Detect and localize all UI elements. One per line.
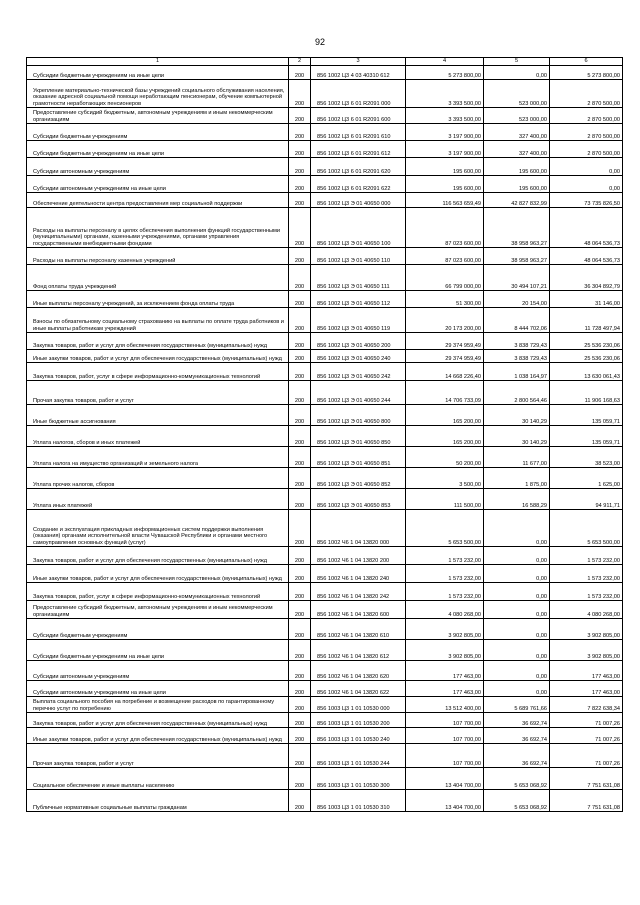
row-kbk: 856 1002 Ц3 6 01 R2091 600 — [311, 108, 406, 124]
row-name: Иные бюджетные ассигнования — [27, 405, 289, 426]
table-row — [27, 790, 623, 812]
row-amount-executed: 195 600,00 — [484, 176, 550, 193]
row-name: Субсидии автономным учреждениям — [27, 158, 289, 176]
table-row — [27, 158, 623, 176]
row-amount-executed: 0,00 — [484, 583, 550, 601]
row-code: 200 — [289, 681, 311, 697]
row-amount-remaining: 0,00 — [550, 176, 623, 193]
row-name: Закупка товаров, работ, услуг в сфере информационно-коммуникационных технологий — [27, 363, 289, 381]
row-amount-executed: 0,00 — [484, 547, 550, 565]
row-name: Уплата иных платежей — [27, 489, 289, 510]
row-amount-remaining: 25 536 230,06 — [550, 350, 623, 363]
row-kbk: 856 1002 Ц3 Э 01 40650 852 — [311, 468, 406, 489]
row-amount-executed: 0,00 — [484, 66, 550, 80]
row-amount-remaining: 7 751 631,08 — [550, 768, 623, 790]
table-row — [27, 333, 623, 350]
row-amount-approved: 111 500,00 — [406, 489, 484, 510]
row-amount-executed: 36 692,74 — [484, 744, 550, 768]
row-amount-executed: 30 140,29 — [484, 405, 550, 426]
row-amount-approved: 3 500,00 — [406, 468, 484, 489]
row-name: Субсидии автономным учреждениям на иные цели — [27, 681, 289, 697]
row-kbk: 856 1002 Ч6 1 04 13820 612 — [311, 640, 406, 661]
row-amount-approved: 87 023 600,00 — [406, 248, 484, 265]
row-name: Субсидии автономным учреждениям — [27, 661, 289, 681]
row-amount-executed: 42 827 832,99 — [484, 193, 550, 208]
row-amount-executed: 0,00 — [484, 510, 550, 547]
row-name: Обеспечение деятельности центра предоставления мер социальной поддержки — [27, 193, 289, 208]
row-name: Субсидии бюджетным учреждениям на иные цели — [27, 640, 289, 661]
table-row — [27, 489, 623, 510]
row-amount-approved: 87 023 600,00 — [406, 208, 484, 248]
row-kbk: 856 1003 Ц3 1 01 10530 240 — [311, 728, 406, 744]
row-amount-approved: 50 200,00 — [406, 447, 484, 468]
row-amount-executed: 5 653 068,92 — [484, 768, 550, 790]
row-kbk: 856 1003 Ц3 1 01 10530 200 — [311, 713, 406, 728]
row-amount-executed: 1 038 164,97 — [484, 363, 550, 381]
row-amount-approved: 195 600,00 — [406, 176, 484, 193]
row-amount-approved: 107 700,00 — [406, 713, 484, 728]
row-amount-approved: 3 902 805,00 — [406, 640, 484, 661]
row-name: Субсидии бюджетным учреждениям на иные цели — [27, 141, 289, 158]
row-amount-remaining: 4 080 268,00 — [550, 601, 623, 619]
row-code: 200 — [289, 728, 311, 744]
col-header-1: 1 — [27, 58, 289, 66]
row-amount-remaining: 177 463,00 — [550, 681, 623, 697]
row-amount-approved: 107 700,00 — [406, 728, 484, 744]
row-amount-remaining: 48 064 536,73 — [550, 208, 623, 248]
row-code: 200 — [289, 363, 311, 381]
row-name: Иные выплаты персоналу учреждений, за исключением фонда оплаты труда — [27, 291, 289, 308]
row-code: 200 — [289, 381, 311, 405]
table-row — [27, 547, 623, 565]
row-code: 200 — [289, 744, 311, 768]
row-amount-remaining: 3 902 805,00 — [550, 619, 623, 640]
row-name: Предоставление субсидий бюджетным, автономным учреждениям и иным некоммерческим организациям — [27, 108, 289, 124]
row-kbk: 856 1002 Ц3 Э 01 40650 119 — [311, 308, 406, 333]
row-kbk: 856 1002 Ч6 1 04 13820 200 — [311, 547, 406, 565]
row-name: Субсидии бюджетным учреждениям — [27, 619, 289, 640]
row-amount-approved: 165 200,00 — [406, 426, 484, 447]
row-kbk: 856 1002 Ц3 6 01 R2091 000 — [311, 80, 406, 108]
row-kbk: 856 1002 Ц3 6 01 R2091 612 — [311, 141, 406, 158]
row-amount-remaining: 11 728 497,94 — [550, 308, 623, 333]
row-code: 200 — [289, 108, 311, 124]
row-code: 200 — [289, 768, 311, 790]
table-row — [27, 640, 623, 661]
row-amount-remaining: 11 906 168,63 — [550, 381, 623, 405]
row-amount-approved: 14 668 226,40 — [406, 363, 484, 381]
table-row — [27, 426, 623, 447]
col-header-6: 6 — [550, 58, 623, 66]
row-code: 200 — [289, 640, 311, 661]
row-amount-remaining: 38 523,00 — [550, 447, 623, 468]
row-amount-executed: 327 400,00 — [484, 141, 550, 158]
row-code: 200 — [289, 713, 311, 728]
row-kbk: 856 1002 Ц3 Э 01 40650 100 — [311, 208, 406, 248]
row-amount-approved: 177 463,00 — [406, 661, 484, 681]
table-row — [27, 291, 623, 308]
table-row — [27, 248, 623, 265]
row-code: 200 — [289, 583, 311, 601]
row-amount-remaining: 94 911,71 — [550, 489, 623, 510]
table-row — [27, 308, 623, 333]
row-amount-approved: 66 799 000,00 — [406, 265, 484, 291]
row-code: 200 — [289, 510, 311, 547]
row-name: Уплата прочих налогов, сборов — [27, 468, 289, 489]
row-kbk: 856 1002 Ц3 Э 01 40650 850 — [311, 426, 406, 447]
row-kbk: 856 1002 Ц3 6 01 R2091 610 — [311, 124, 406, 141]
row-amount-executed: 523 000,00 — [484, 108, 550, 124]
row-code: 200 — [289, 468, 311, 489]
table-row — [27, 601, 623, 619]
row-name: Иные закупки товаров, работ и услуг для обеспечения государственных (муниципальных) нужд — [27, 728, 289, 744]
row-name: Субсидии бюджетным учреждениям на иные цели — [27, 66, 289, 80]
table-row — [27, 619, 623, 640]
row-code: 200 — [289, 265, 311, 291]
row-amount-approved: 13 404 700,00 — [406, 768, 484, 790]
row-code: 200 — [289, 405, 311, 426]
row-amount-remaining: 1 625,00 — [550, 468, 623, 489]
row-code: 200 — [289, 80, 311, 108]
row-amount-executed: 30 140,29 — [484, 426, 550, 447]
row-amount-approved: 3 393 500,00 — [406, 80, 484, 108]
row-kbk: 856 1002 Ц3 Э 01 40650 111 — [311, 265, 406, 291]
table-row — [27, 447, 623, 468]
row-amount-executed: 3 838 729,43 — [484, 350, 550, 363]
row-amount-remaining: 2 870 500,00 — [550, 80, 623, 108]
row-kbk: 856 1002 Ц3 Э 01 40650 853 — [311, 489, 406, 510]
row-kbk: 856 1002 Ц3 Э 01 40650 000 — [311, 193, 406, 208]
row-amount-remaining: 71 007,26 — [550, 728, 623, 744]
row-amount-approved: 51 300,00 — [406, 291, 484, 308]
row-name: Взносы по обязательному социальному страхованию на выплаты по оплате труда работников и иные выплаты работникам учреждений — [27, 308, 289, 333]
row-name: Закупка товаров, работ и услуг для обеспечения государственных (муниципальных) нужд — [27, 333, 289, 350]
row-code: 200 — [289, 565, 311, 583]
row-amount-remaining: 31 146,00 — [550, 291, 623, 308]
row-kbk: 856 1002 Ч6 1 04 13820 240 — [311, 565, 406, 583]
row-amount-executed: 38 958 963,27 — [484, 208, 550, 248]
row-amount-approved: 1 573 232,00 — [406, 583, 484, 601]
row-amount-executed: 327 400,00 — [484, 124, 550, 141]
row-amount-executed: 36 692,74 — [484, 728, 550, 744]
row-kbk: 856 1002 Ц3 Э 01 40650 240 — [311, 350, 406, 363]
row-name: Иные закупки товаров, работ и услуг для обеспечения государственных (муниципальных) нужд — [27, 565, 289, 583]
row-amount-approved: 177 463,00 — [406, 681, 484, 697]
row-kbk: 856 1002 Ц3 Э 01 40650 112 — [311, 291, 406, 308]
row-amount-approved: 1 573 232,00 — [406, 547, 484, 565]
row-amount-executed: 5 689 761,66 — [484, 697, 550, 713]
table-row — [27, 697, 623, 713]
row-name: Предоставление субсидий бюджетным, автономным учреждениям и иным некоммерческим организациям — [27, 601, 289, 619]
row-amount-remaining: 25 536 230,06 — [550, 333, 623, 350]
row-kbk: 856 1003 Ц3 1 01 10530 244 — [311, 744, 406, 768]
row-amount-executed: 0,00 — [484, 601, 550, 619]
row-amount-remaining: 7 751 631,08 — [550, 790, 623, 812]
row-code: 200 — [289, 350, 311, 363]
row-code: 200 — [289, 308, 311, 333]
table-row — [27, 768, 623, 790]
table-row — [27, 468, 623, 489]
row-amount-executed: 1 875,00 — [484, 468, 550, 489]
row-name: Публичные нормативные социальные выплаты гражданам — [27, 790, 289, 812]
row-name: Субсидии бюджетным учреждениям — [27, 124, 289, 141]
row-amount-remaining: 0,00 — [550, 158, 623, 176]
row-code: 200 — [289, 697, 311, 713]
row-kbk: 856 1002 Ц3 Э 01 40650 244 — [311, 381, 406, 405]
row-amount-remaining: 7 822 638,34 — [550, 697, 623, 713]
row-code: 200 — [289, 291, 311, 308]
row-amount-approved: 3 197 900,00 — [406, 141, 484, 158]
table-row — [27, 510, 623, 547]
budget-table — [26, 57, 623, 812]
row-amount-executed: 0,00 — [484, 681, 550, 697]
row-name: Создание и эксплуатация прикладных информационных систем поддержки выполнения (оказания) органами исполнительной власти Чувашской Республики и органами местного самоуправления основных функций (услуг) — [27, 510, 289, 547]
row-name: Закупка товаров, работ и услуг для обеспечения государственных (муниципальных) нужд — [27, 547, 289, 565]
row-amount-approved: 13 512 400,00 — [406, 697, 484, 713]
row-kbk: 856 1003 Ц3 1 01 10530 300 — [311, 768, 406, 790]
row-code: 200 — [289, 489, 311, 510]
row-name: Уплата налогов, сборов и иных платежей — [27, 426, 289, 447]
row-amount-approved: 107 700,00 — [406, 744, 484, 768]
row-amount-remaining: 2 870 500,00 — [550, 108, 623, 124]
row-code: 200 — [289, 547, 311, 565]
row-kbk: 856 1002 Ц3 6 01 R2091 620 — [311, 158, 406, 176]
row-amount-executed: 11 677,00 — [484, 447, 550, 468]
row-code: 200 — [289, 619, 311, 640]
row-amount-executed: 523 000,00 — [484, 80, 550, 108]
row-amount-executed: 36 692,74 — [484, 713, 550, 728]
header-row — [27, 58, 623, 66]
row-amount-remaining: 2 870 500,00 — [550, 124, 623, 141]
row-kbk: 856 1003 Ц3 1 01 10530 310 — [311, 790, 406, 812]
row-amount-remaining: 36 304 892,79 — [550, 265, 623, 291]
row-code: 200 — [289, 790, 311, 812]
row-amount-executed: 16 588,29 — [484, 489, 550, 510]
row-amount-executed: 195 600,00 — [484, 158, 550, 176]
row-amount-remaining: 135 059,71 — [550, 405, 623, 426]
row-amount-remaining: 5 273 800,00 — [550, 66, 623, 80]
table-row — [27, 141, 623, 158]
row-amount-remaining: 71 007,26 — [550, 744, 623, 768]
row-amount-approved: 5 273 800,00 — [406, 66, 484, 80]
row-code: 200 — [289, 176, 311, 193]
row-name: Прочая закупка товаров, работ и услуг — [27, 381, 289, 405]
table-row — [27, 713, 623, 728]
row-amount-approved: 1 573 232,00 — [406, 565, 484, 583]
row-kbk: 856 1002 Ч6 1 04 13820 610 — [311, 619, 406, 640]
row-amount-approved: 3 902 805,00 — [406, 619, 484, 640]
row-amount-remaining: 2 870 500,00 — [550, 141, 623, 158]
row-kbk: 856 1002 Ц3 Э 01 40650 800 — [311, 405, 406, 426]
row-kbk: 856 1002 Ч6 1 04 13820 600 — [311, 601, 406, 619]
row-amount-approved: 3 393 500,00 — [406, 108, 484, 124]
row-code: 200 — [289, 124, 311, 141]
row-code: 200 — [289, 193, 311, 208]
row-amount-remaining: 5 653 500,00 — [550, 510, 623, 547]
row-amount-approved: 4 080 268,00 — [406, 601, 484, 619]
row-amount-executed: 3 838 729,43 — [484, 333, 550, 350]
row-amount-executed: 0,00 — [484, 619, 550, 640]
row-name: Субсидии автономным учреждениям на иные цели — [27, 176, 289, 193]
row-kbk: 856 1002 Ц3 6 01 R2091 622 — [311, 176, 406, 193]
row-amount-remaining: 135 059,71 — [550, 426, 623, 447]
table-row — [27, 108, 623, 124]
row-amount-approved: 5 653 500,00 — [406, 510, 484, 547]
row-code: 200 — [289, 333, 311, 350]
row-code: 200 — [289, 248, 311, 265]
table-body — [27, 66, 623, 812]
row-kbk: 856 1003 Ц3 1 01 10530 000 — [311, 697, 406, 713]
row-name: Закупка товаров, работ, услуг в сфере информационно-коммуникационных технологий — [27, 583, 289, 601]
table-row — [27, 176, 623, 193]
row-kbk: 856 1002 Ц3 Э 01 40650 851 — [311, 447, 406, 468]
row-amount-approved: 116 563 659,49 — [406, 193, 484, 208]
row-amount-remaining: 1 573 232,00 — [550, 547, 623, 565]
table-row — [27, 265, 623, 291]
row-kbk: 856 1002 Ц3 Э 01 40650 242 — [311, 363, 406, 381]
row-amount-approved: 195 600,00 — [406, 158, 484, 176]
row-name: Иные закупки товаров, работ и услуг для обеспечения государственных (муниципальных) нужд — [27, 350, 289, 363]
table-row — [27, 208, 623, 248]
row-amount-executed: 0,00 — [484, 640, 550, 661]
row-code: 200 — [289, 208, 311, 248]
row-amount-approved: 165 200,00 — [406, 405, 484, 426]
table-row — [27, 744, 623, 768]
row-name: Закупка товаров, работ и услуг для обеспечения государственных (муниципальных) нужд — [27, 713, 289, 728]
table-row — [27, 350, 623, 363]
row-name: Расходы на выплаты персоналу казенных учреждений — [27, 248, 289, 265]
row-kbk: 856 1002 Ц3 Э 01 40650 200 — [311, 333, 406, 350]
row-amount-approved: 3 197 900,00 — [406, 124, 484, 141]
table-row — [27, 728, 623, 744]
page-number: 92 — [314, 37, 325, 47]
row-code: 200 — [289, 426, 311, 447]
col-header-3: 3 — [311, 58, 406, 66]
row-amount-remaining: 1 573 232,00 — [550, 565, 623, 583]
table-row — [27, 66, 623, 80]
row-code: 200 — [289, 661, 311, 681]
table-row — [27, 681, 623, 697]
row-amount-approved: 20 173 200,00 — [406, 308, 484, 333]
row-amount-executed: 20 154,00 — [484, 291, 550, 308]
row-amount-remaining: 13 630 061,43 — [550, 363, 623, 381]
row-code: 200 — [289, 66, 311, 80]
col-header-5: 5 — [484, 58, 550, 66]
row-amount-executed: 8 444 702,06 — [484, 308, 550, 333]
row-code: 200 — [289, 158, 311, 176]
row-amount-remaining: 71 007,26 — [550, 713, 623, 728]
row-amount-executed: 2 800 564,46 — [484, 381, 550, 405]
row-amount-executed: 0,00 — [484, 565, 550, 583]
row-amount-executed: 38 958 963,27 — [484, 248, 550, 265]
row-kbk: 856 1002 Ц3 4 03 40310 612 — [311, 66, 406, 80]
row-amount-executed: 0,00 — [484, 661, 550, 681]
row-amount-approved: 14 706 733,09 — [406, 381, 484, 405]
row-amount-remaining: 3 902 805,00 — [550, 640, 623, 661]
table-row — [27, 565, 623, 583]
row-amount-remaining: 1 573 232,00 — [550, 583, 623, 601]
row-name: Выплата социального пособия на погребение и возмещение расходов по гарантированному перечню услуг по погребению — [27, 697, 289, 713]
row-amount-approved: 13 404 700,00 — [406, 790, 484, 812]
row-amount-approved: 29 374 959,49 — [406, 350, 484, 363]
row-name: Прочая закупка товаров, работ и услуг — [27, 744, 289, 768]
table-row — [27, 583, 623, 601]
table-row — [27, 124, 623, 141]
row-name: Уплата налога на имущество организаций и земельного налога — [27, 447, 289, 468]
table-row — [27, 193, 623, 208]
row-name: Расходы на выплаты персоналу в целях обеспечения выполнения функций государственными (муниципальными) органами, казенными учреждениями, органами управления государственными внебюджетными фондами — [27, 208, 289, 248]
row-kbk: 856 1002 Ц3 Э 01 40650 110 — [311, 248, 406, 265]
row-kbk: 856 1002 Ч6 1 04 13820 622 — [311, 681, 406, 697]
table-row — [27, 80, 623, 108]
table-row — [27, 381, 623, 405]
row-name: Фонд оплаты труда учреждений — [27, 265, 289, 291]
row-kbk: 856 1002 Ч6 1 04 13820 620 — [311, 661, 406, 681]
row-code: 200 — [289, 447, 311, 468]
row-amount-approved: 29 374 959,49 — [406, 333, 484, 350]
row-code: 200 — [289, 601, 311, 619]
col-header-2: 2 — [289, 58, 311, 66]
row-amount-executed: 5 653 068,92 — [484, 790, 550, 812]
row-name: Социальное обеспечение и иные выплаты населению — [27, 768, 289, 790]
table-row — [27, 405, 623, 426]
row-amount-executed: 30 494 107,21 — [484, 265, 550, 291]
row-amount-remaining: 177 463,00 — [550, 661, 623, 681]
table-row — [27, 661, 623, 681]
row-amount-remaining: 48 064 536,73 — [550, 248, 623, 265]
row-kbk: 856 1002 Ч6 1 04 13820 000 — [311, 510, 406, 547]
row-kbk: 856 1002 Ч6 1 04 13820 242 — [311, 583, 406, 601]
col-header-4: 4 — [406, 58, 484, 66]
row-name: Укрепление материально-технической базы учреждений социального обслуживания населения, оказание адресной социальной помощи неработающим пенсионерам, обучение компьютерной грамотности неработающих пенсионеров — [27, 80, 289, 108]
table-row — [27, 363, 623, 381]
row-amount-remaining: 73 735 826,50 — [550, 193, 623, 208]
row-code: 200 — [289, 141, 311, 158]
